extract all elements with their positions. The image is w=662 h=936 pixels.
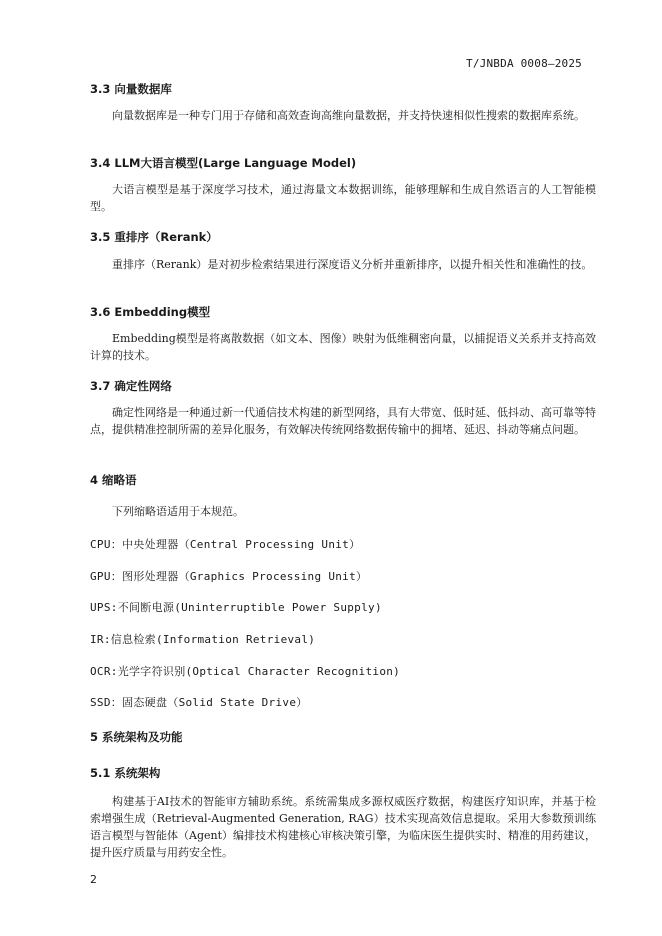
heading-3-4: 3.4 LLM大语言模型(Large Language Model)	[90, 156, 357, 170]
document-code: T/JNBDA 0008—2025	[466, 57, 582, 70]
heading-5-1: 5.1 系统架构	[90, 766, 161, 780]
paragraph-3-7: 确定性网络是一种通过新一代通信技术构建的新型网络，具有大带宽、低时延、低抖动、高可靠等特点，提供精准控制所需的差异化服务，有效解决传统网络数据传输中的拥堵、延迟、抖动等痛点问题。	[90, 406, 596, 436]
abbreviation-item: SSD：固态硬盘（Solid State Drive）	[90, 696, 308, 709]
abbreviation-item: GPU：图形处理器（Graphics Processing Unit）	[90, 570, 368, 583]
heading-3-3: 3.3 向量数据库	[90, 82, 172, 96]
abbreviation-item: OCR:光学字符识别(Optical Character Recognition)	[90, 665, 401, 678]
heading-5: 5 系统架构及功能	[90, 730, 183, 744]
abbreviations-intro: 下列缩略语适用于本规范。	[112, 505, 244, 518]
paragraph-5-1: 构建基于AI技术的智能审方辅助系统。系统需集成多源权威医疗数据，构建医疗知识库，并基于检索增强生成（Retrieval-Augmented Generation, RAG）技术实现高效信息提取。采用大参数预训练语言模型与智能体（Agent）编排技术构建核心审核决策引擎，为临床医生提供实时、精准的用药建议，提升医疗质量与用药安全性。	[90, 795, 596, 859]
heading-3-5: 3.5 重排序（Rerank）	[90, 230, 218, 244]
heading-4: 4 缩略语	[90, 473, 137, 487]
paragraph-3-3: 向量数据库是一种专门用于存储和高效查询高维向量数据，并支持快速相似性搜索的数据库系统。	[112, 109, 585, 122]
paragraph-3-6: Embedding模型是将离散数据（如文本、图像）映射为低维稠密向量，以捕捉语义关系并支持高效计算的技术。	[90, 332, 596, 362]
abbreviation-item: IR:信息检索(Information Retrieval)	[90, 633, 316, 646]
heading-3-6: 3.6 Embedding模型	[90, 305, 211, 319]
paragraph-3-5: 重排序（Rerank）是对初步检索结果进行深度语义分析并重新排序，以提升相关性和准确性的技。	[112, 258, 593, 271]
abbreviation-item: CPU：中央处理器（Central Processing Unit）	[90, 538, 361, 551]
heading-3-7: 3.7 确定性网络	[90, 379, 172, 393]
page-number: 2	[90, 873, 97, 886]
abbreviation-item: UPS:不间断电源(Uninterruptible Power Supply)	[90, 601, 382, 614]
paragraph-3-4: 大语言模型是基于深度学习技术，通过海量文本数据训练，能够理解和生成自然语言的人工智能模型。	[90, 183, 596, 213]
